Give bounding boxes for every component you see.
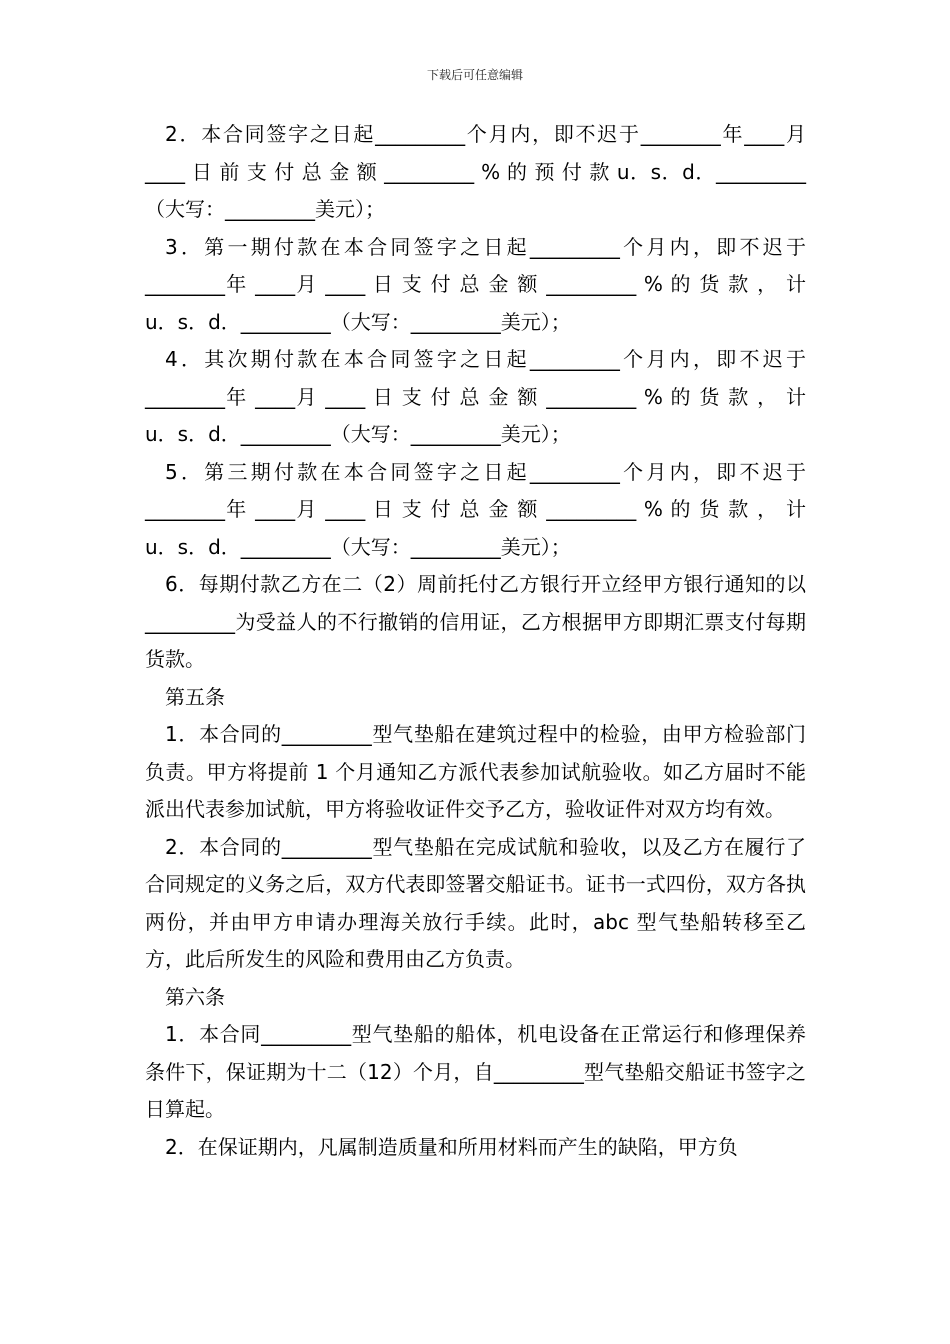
article-5-heading: 第五条: [165, 684, 225, 709]
paragraph-2-prepayment: 2．本合同签字之日起_________个月内，即不迟于________年____月 ____ 日 前 支 付 总 金 额 _________ % 的 预 付 款 u．s．d．_________（大写：_________美元）；: [145, 122, 806, 221]
article-6-clause-1: 1．本合同_________型气垫船的船体，机电设备在正常运行和修理保养条件下，保证期为十二（12）个月，自_________型气垫船交船证书签字之日算起。: [145, 1022, 806, 1121]
paragraph-6-letter-of-credit: 6．每期付款乙方在二（2）周前托付乙方银行开立经甲方银行通知的以_________为受益人的不行撤销的信用证，乙方根据甲方即期汇票支付每期货款。: [145, 572, 806, 671]
paragraph-4-second-payment: 4．其次期付款在本合同签字之日起_________个月内，即不迟于________年 ____月 ____ 日 支 付 总 金 额 _________ % 的 货 款 ， 计 u．s．d．_________（大写：_________美元）；: [145, 347, 806, 446]
article-5-clause-2: 2．本合同的_________型气垫船在完成试航和验收，以及乙方在履行了合同规定的义务之后，双方代表即签署交船证书。证书一式四份，双方各执两份，并由甲方申请办理海关放行手续。此时，abc 型气垫船转移至乙方，此后所发生的风险和费用由乙方负责。: [145, 834, 806, 971]
article-6-heading: 第六条: [165, 984, 225, 1009]
document-body: [145, 116, 806, 1166]
paragraph-3-first-payment: 3．第一期付款在本合同签字之日起_________个月内，即不迟于________年 ____月 ____ 日 支 付 总 金 额 _________ % 的 货 款 ， 计 u．s．d．_________（大写：_________美元）；: [145, 234, 806, 334]
article-6-clause-2: 2．在保证期内，凡属制造质量和所用材料而产生的缺陷，甲方负: [165, 1134, 738, 1159]
article-5-clause-1: 1．本合同的_________型气垫船在建筑过程中的检验，由甲方检验部门负责。甲方将提前 1 个月通知乙方派代表参加试航验收。如乙方届时不能派出代表参加试航，甲方将验收证件交予乙方，验收证件对双方均有效。: [145, 722, 806, 821]
paragraph-5-third-payment: 5．第三期付款在本合同签字之日起_________个月内，即不迟于________年 ____月 ____ 日 支 付 总 金 额 _________ % 的 货 款 ， 计 u．s．d．_________（大写：_________美元）；: [145, 459, 806, 559]
page-header: 下载后可任意编辑: [426, 68, 523, 82]
